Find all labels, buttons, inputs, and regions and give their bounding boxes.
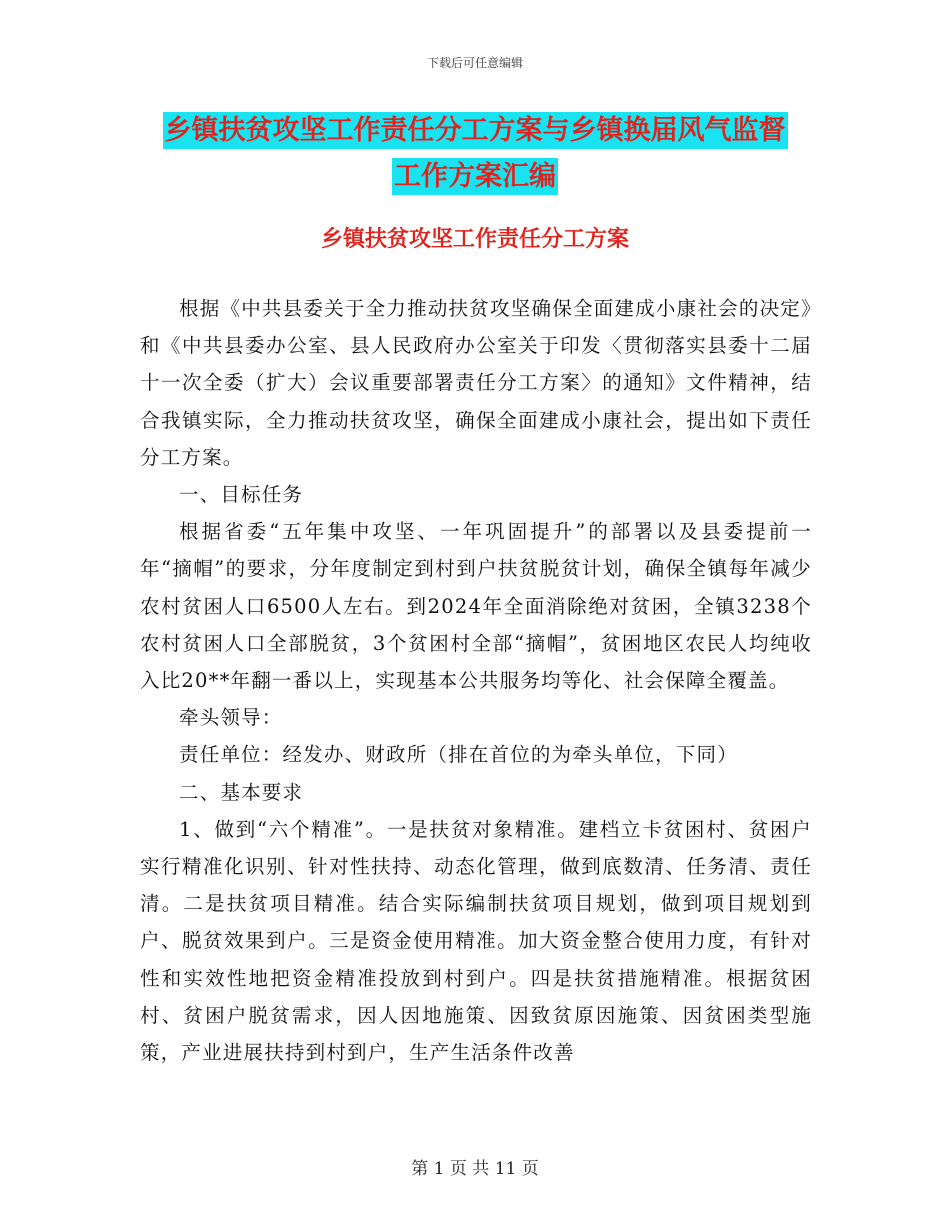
heading-goals: 一、目标任务 (179, 483, 304, 507)
paragraph-intro: 根据《中共县委关于全力推动扶贫攻坚确保全面建成小康社会的决定》和《中共县委办公室、县人民政府办公室关于印发〈贯彻落实县委十二届十一次全委（扩大）会议重要部署责任分工方案〉的通知》文件精神，结合我镇实际，全力推动扶贫攻坚，确保全面建成小康社会，提出如下责任分工方案。 (140, 297, 812, 469)
document-body (140, 290, 812, 1071)
heading-requirements: 二、基本要求 (179, 780, 304, 804)
paragraph-six-precise: 1、做到“六个精准”。一是扶贫对象精准。建档立卡贫困村、贫困户实行精准化识别、针对性扶持、动态化管理，做到底数清、任务清、责任清。二是扶贫项目精准。结合实际编制扶贫项目规划，做到项目规划到户、脱贫效果到户。三是资金使用精准。加大资金整合使用力度，有针对性和实效性地把资金精准投放到村到户。四是扶贫措施精准。根据贫困村、贫困户脱贫需求，因人因地施策、因致贫原因施策、因贫困类型施策，产业进展扶持到村到户，生产生活条件改善 (140, 817, 812, 1065)
section-title: 乡镇扶贫攻坚工作责任分工方案 (320, 227, 629, 252)
page-header-note: 下载后可任意编辑 (426, 56, 523, 70)
paragraph-lead: 牵头领导： (179, 706, 283, 730)
page-footer: 第 1 页 共 11 页 (411, 1159, 539, 1179)
document-title (150, 108, 800, 200)
document-title-line-1: 乡镇扶贫攻坚工作责任分工方案与乡镇换届风气监督 (163, 112, 788, 149)
document-title-line-2: 工作方案汇编 (392, 158, 558, 195)
paragraph-responsible-units: 责任单位：经发办、财政所（排在首位的为牵头单位，下同） (179, 743, 738, 767)
paragraph-goals: 根据省委“五年集中攻坚、一年巩固提升”的部署以及县委提前一年“摘帽”的要求，分年度制定到村到户扶贫脱贫计划，确保全镇每年减少农村贫困人口6500人左右。到2024年全面消除绝对贫困，全镇3238个农村贫困人口全部脱贫，3个贫困村全部“摘帽”，贫困地区农民人均纯收入比20**年翻一番以上，实现基本公共服务均等化、社会保障全覆盖。 (140, 520, 812, 693)
